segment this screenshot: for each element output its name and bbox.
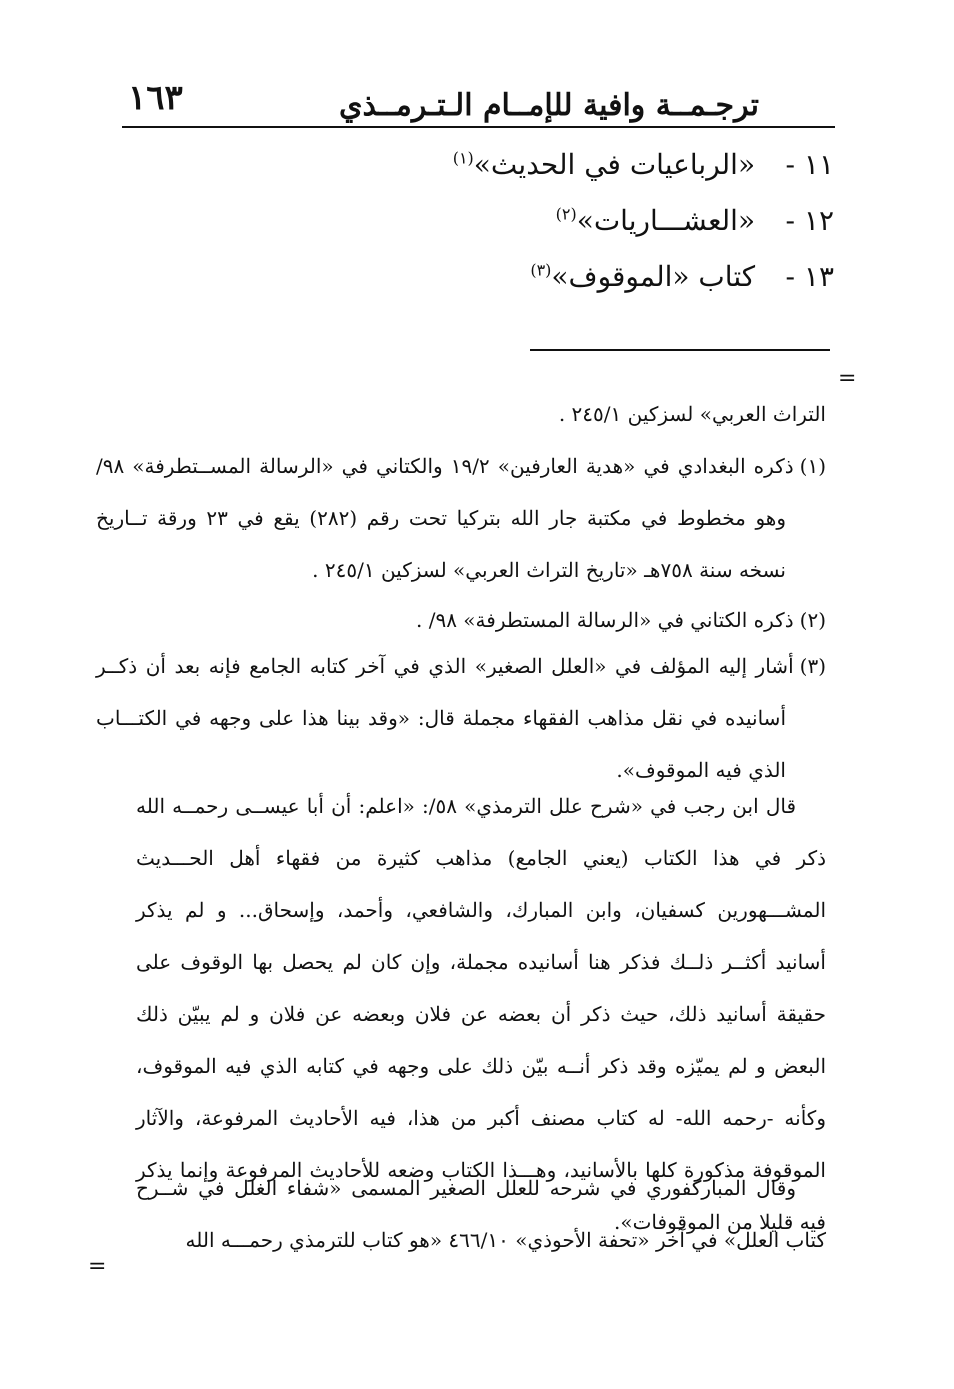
- footnote-2: [96, 594, 826, 646]
- footnote-ref: (٢): [555, 204, 577, 224]
- footnote-1: [96, 440, 826, 596]
- header-rule: [122, 126, 835, 128]
- item-text: كتاب «الموقوف»: [551, 260, 756, 293]
- page-number: ١٦٣: [128, 78, 183, 118]
- footnote-text: ذكره الكتاني في «الرسالة المستطرفة» ٩٨/ .: [416, 608, 794, 632]
- footnote-text: أشار إليه المؤلف في «العلل الصغير» الذي في آخر كتابه الجامع فإنه بعد أن ذكــر أسانيده في نقل مذاهب الفقهاء مجملة قال: «وقد بينا هذا على وجهه في الكتـــاب الذي فيه الموقوف».: [96, 654, 794, 782]
- item-number: ١٣ -: [785, 260, 834, 293]
- list-item: [453, 148, 834, 181]
- item-number: ١٢ -: [785, 204, 834, 237]
- footnote-ref: (٣): [530, 260, 552, 280]
- running-title: ترجـمــة وافية للإمــام الـتـرمــذي: [339, 88, 759, 123]
- footnote-paragraph: قال ابن رجب في «شرح علل الترمذي» ٥٨/: «اعلم: أن أبا عيســى رحمــه الله ذكر في هذا الكتاب (يعني الجامع) مذاهب كثيرة من فقهاء أهل الحـــديث المشـــهورين كسفيان، وابن المبارك، والشافعي، وأحمد، وإسحاق... و لم يذكر أسانيد أكثــر ذلــك فذكر هنا أسانيده مجملة، وإن كان لم يحصل بها الوقوف على حقيقة أسانيد ذلك، حيث ذكر أن بعضه عن فلان وبعضه عن فلان و لم يبيّن ذلك البعض و لم يميّزه وقد ذكر أنــه بيّن ذلك على وجهه في كتابه الذي فيه الموقوف، وكأنه -رحمه الله- له كتاب مصنف أكبر من هذا، فيه الأحاديث المرفوعة، والآثار الموقوفة مذكورة كلها بالأسانيد، وهـــذا الكتاب وضعه للأحاديث المرفوعة وإنما يذكر فيه قليلا من الموقوفات».: [136, 794, 826, 1234]
- footnote-3: [96, 640, 826, 796]
- footnote-label: (٣): [799, 654, 826, 678]
- footnote-carryover: التراث العربي» لسزكين ٢٤٥/١ .: [558, 402, 826, 426]
- list-item: [530, 260, 834, 293]
- continuation-mark: =: [88, 1254, 107, 1279]
- continuation-mark: =: [838, 366, 857, 391]
- footnote-label: (٢): [799, 608, 826, 632]
- list-item: [556, 204, 834, 237]
- item-number: ١١ -: [785, 148, 834, 181]
- footnote-ref: (١): [452, 148, 474, 168]
- item-text: «العشـــاريات»: [576, 204, 756, 237]
- footnote-text: ذكره البغدادي في «هدية العارفين» ١٩/٢ والكتاني في «الرسالة المســتطرفة» ٩٨/ وهو مخطوط في مكتبة جار الله بتركيا تحت رقم (٢٨٢) يقع في ٢٣ ورقة تــاريخ نسخه سنة ٧٥٨هـ «تاريخ التراث العربي» لسزكين ٢٤٥/١ .: [96, 454, 794, 582]
- item-text: «الرباعيات في الحديث»: [473, 148, 756, 181]
- footnote-rule: [530, 349, 830, 351]
- footnote-paragraph: وقال المباركفوري في شرحه للعلل الصغير المسمى «شفاء الغلل في شــرح كتاب العلل» في آخر «تحفة الأحوذي» ٤٦٦/١٠ «هو كتاب للترمذي رحمـــه الله: [136, 1176, 826, 1252]
- footnote-label: (١): [799, 454, 826, 478]
